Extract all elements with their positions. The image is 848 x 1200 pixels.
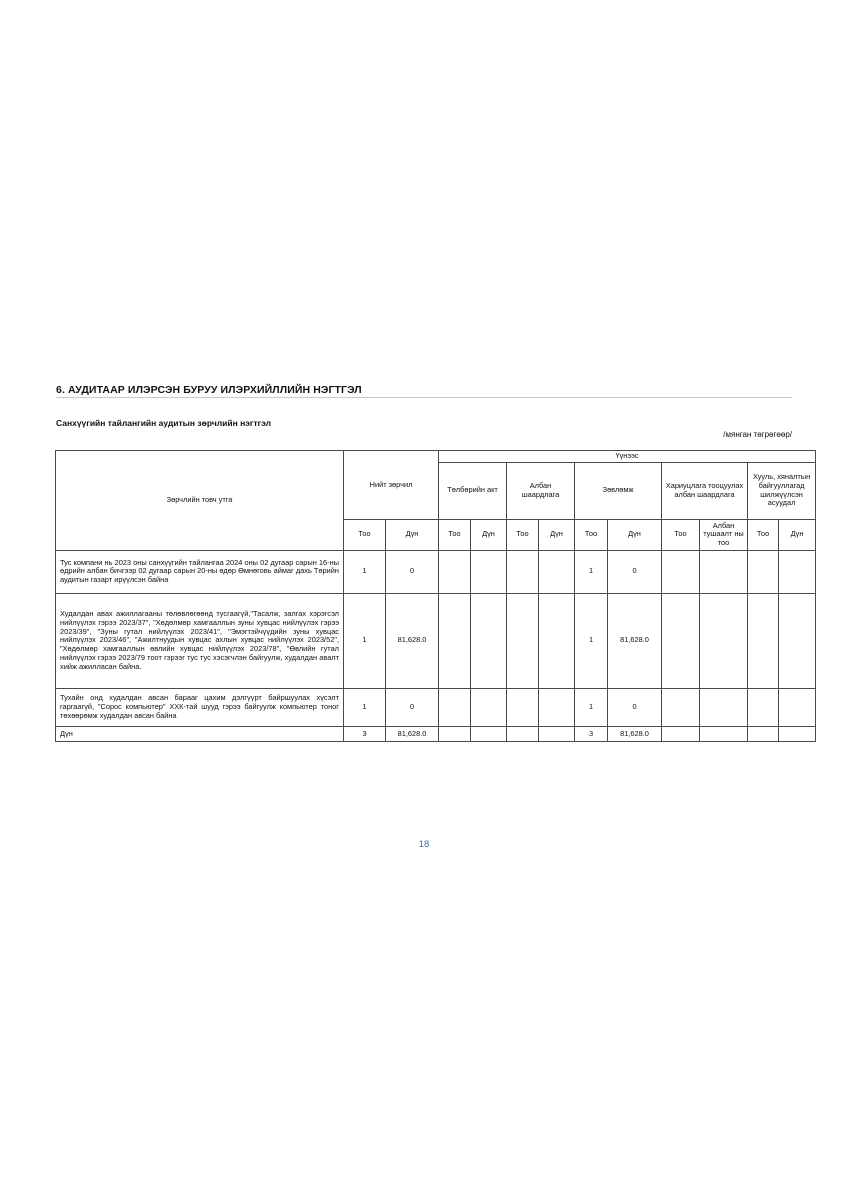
empty-cell xyxy=(662,550,700,593)
empty-cell xyxy=(700,550,748,593)
header-description: Зөрчлийн товч утга xyxy=(56,451,344,551)
empty-cell xyxy=(507,688,539,726)
empty-cell xyxy=(748,550,779,593)
header-count: Тоо xyxy=(575,519,608,550)
header-amount: Дүн xyxy=(471,519,507,550)
violations-summary-table xyxy=(55,450,816,742)
empty-cell xyxy=(439,726,471,742)
empty-cell xyxy=(662,726,700,742)
empty-cell xyxy=(748,593,779,688)
header-recommendation: Зөвлөмж xyxy=(575,462,662,519)
header-amount: Дүн xyxy=(779,519,816,550)
header-amount: Дүн xyxy=(539,519,575,550)
header-count: Тоо xyxy=(748,519,779,550)
empty-cell xyxy=(662,688,700,726)
empty-cell xyxy=(662,593,700,688)
empty-cell xyxy=(539,593,575,688)
grand-total-count: 3 xyxy=(344,726,386,742)
empty-cell xyxy=(700,688,748,726)
recommendation-amount: 0 xyxy=(608,688,662,726)
table-row xyxy=(56,550,816,593)
total-amount: 81,628.0 xyxy=(386,593,439,688)
empty-cell xyxy=(439,550,471,593)
header-row-1 xyxy=(56,451,816,463)
grand-recommendation-count: 3 xyxy=(575,726,608,742)
header-official-demand: Албан шаардлага xyxy=(507,462,575,519)
total-count: 1 xyxy=(344,688,386,726)
row-description: Тус компани нь 2023 оны санхүүгийн тайлангаа 2024 оны 02 дугаар сарын 16-ны өдрийн албан бичгээр 02 дугаар сарын 20-ны өдөр Өмнөговь аймаг дахь Төрийн аудитын газарт ирүүлсэн байна xyxy=(56,550,344,593)
table-row xyxy=(56,593,816,688)
empty-cell xyxy=(779,726,816,742)
empty-cell xyxy=(471,550,507,593)
row-description: Тухайн онд худалдан авсан барааг цахим дэлгүүрт байршуулах хүсэлт гаргаагүй, "Сорос компьютер" ХХК-тай шууд гэрээ байгуулж компьютер тоног төхөөрөмж худалдан авсан байна xyxy=(56,688,344,726)
header-amount: Дүн xyxy=(608,519,662,550)
total-count: 1 xyxy=(344,550,386,593)
empty-cell xyxy=(539,550,575,593)
total-row xyxy=(56,726,816,742)
empty-cell xyxy=(507,593,539,688)
page-number: 18 xyxy=(418,839,430,850)
recommendation-amount: 81,628.0 xyxy=(608,593,662,688)
recommendation-amount: 0 xyxy=(608,550,662,593)
empty-cell xyxy=(779,593,816,688)
total-count: 1 xyxy=(344,593,386,688)
empty-cell xyxy=(700,726,748,742)
header-count: Тоо xyxy=(344,519,386,550)
empty-cell xyxy=(539,726,575,742)
table-row xyxy=(56,688,816,726)
empty-cell xyxy=(507,726,539,742)
empty-cell xyxy=(471,726,507,742)
section-title: 6. АУДИТААР ИЛЭРСЭН БУРУУ ИЛЭРХИЙЛЛИЙН НЭГТГЭЛ xyxy=(56,384,362,396)
empty-cell xyxy=(439,593,471,688)
header-legal: Хууль, хяналтын байгууллагад шилжүүлсэн асуудал xyxy=(748,462,816,519)
total-amount: 0 xyxy=(386,550,439,593)
header-payment-act: Төлбөрийн акт xyxy=(439,462,507,519)
total-label: Дүн xyxy=(56,726,344,742)
recommendation-count: 1 xyxy=(575,593,608,688)
unit-note: /мянган төгрөгөөр/ xyxy=(723,430,792,439)
total-amount: 0 xyxy=(386,688,439,726)
row-description: Худалдан авах ажиллагааны төлөвлөгөөнд тусгаагүй,"Тасалж, залгах хэрэгсэл нийлүүлэх гэрээ 2023/37", "Хөдөлмөр хамгааллын зуны хувцас нийлүүлэх гэрээ 2023/39", "Зуны гутал нийлүүлэх 2023/41", "Эмэгтэйчүүдийн зуны хувцас нийлүүлэх 2023/46", "Ажилтнуудын хувцас ахлын хувцас нийлүүлэх 2023/52", "Хөдөлмөр хамгааллын өвлийн хувцас нийлүүлэх 2023/78", "Өвлийн гутал нийлүүлэх гэрээ 2023/79 тоот гэрээг тус тус хэсэгчлэн байгуулж, худалдан авалт хийж ажилласан байна. xyxy=(56,593,344,688)
grand-total-amount: 81,628.0 xyxy=(386,726,439,742)
recommendation-count: 1 xyxy=(575,688,608,726)
recommendation-count: 1 xyxy=(575,550,608,593)
empty-cell xyxy=(471,688,507,726)
header-amount: Дүн xyxy=(386,519,439,550)
empty-cell xyxy=(539,688,575,726)
header-liability: Хариуцлага тооцуулах албан шаардлага xyxy=(662,462,748,519)
empty-cell xyxy=(748,726,779,742)
header-total: Нийт зөрчил xyxy=(344,451,439,520)
empty-cell xyxy=(439,688,471,726)
empty-cell xyxy=(779,550,816,593)
empty-cell xyxy=(700,593,748,688)
grand-recommendation-amount: 81,628.0 xyxy=(608,726,662,742)
header-count: Тоо xyxy=(662,519,700,550)
section-divider xyxy=(56,397,792,398)
empty-cell xyxy=(471,593,507,688)
header-group: Үүнээс xyxy=(439,451,816,463)
header-officials-count: Албан тушаалт ны тоо xyxy=(700,519,748,550)
header-count: Тоо xyxy=(507,519,539,550)
header-count: Тоо xyxy=(439,519,471,550)
empty-cell xyxy=(748,688,779,726)
table-subtitle: Санхүүгийн тайлангийн аудитын зөрчлийн нэгтгэл xyxy=(56,418,272,428)
empty-cell xyxy=(779,688,816,726)
empty-cell xyxy=(507,550,539,593)
